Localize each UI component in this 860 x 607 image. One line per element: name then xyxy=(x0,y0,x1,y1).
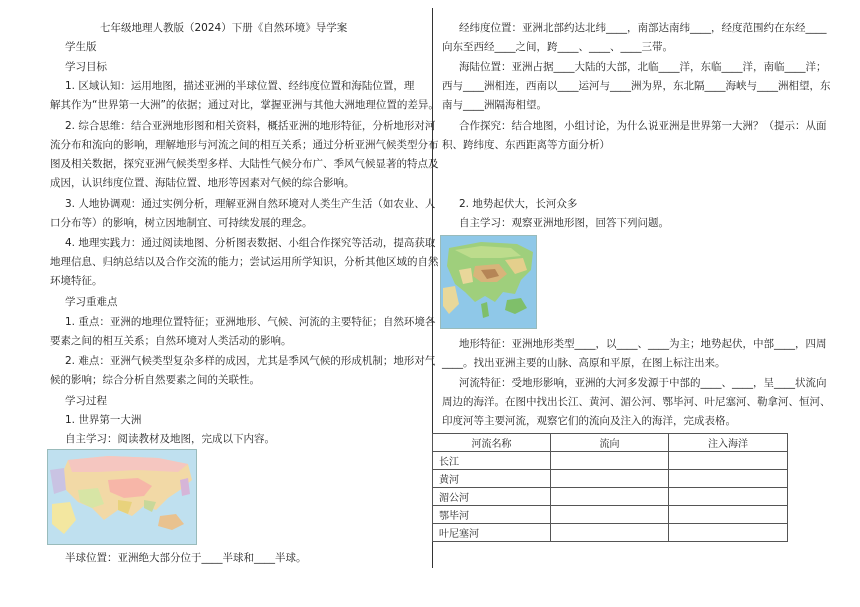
coop-line-2: 积、跨纬度、东西距离等方面分析） xyxy=(442,139,610,151)
coop-line-1: 合作探究：结合地图，小组讨论，为什么说亚洲是世界第一大洲？（提示：从面 xyxy=(459,120,827,132)
flow-direction-cell[interactable] xyxy=(551,506,669,524)
goal-3-line-2: 口分布等）的影响，树立因地制宜、可持续发展的理念。 xyxy=(50,217,313,229)
river-name-cell: 叶尼塞河 xyxy=(433,524,551,542)
goal-4-line-2: 地理信息、归纳总结以及合作交流的能力；尝试运用所学知识，分析其他区域的自然 xyxy=(50,256,439,268)
goal-2-line-3: 图及相关数据，探究亚洲气候类型多样、大陆性气候分布广、季风气候显著的特点及 xyxy=(50,158,439,170)
landsea-line-3: 南与____洲隔海相望。 xyxy=(442,99,547,111)
goals-heading: 学习目标 xyxy=(65,61,107,73)
river-line-3: 印度河等主要河流，观察它们的流向及注入的海洋，完成表格。 xyxy=(442,415,736,427)
flow-direction-cell[interactable] xyxy=(551,488,669,506)
flow-direction-cell[interactable] xyxy=(551,524,669,542)
self-study-1: 自主学习：阅读教材及地图，完成以下内容。 xyxy=(65,433,275,445)
latlon-line-2: 向东至西经____之间，跨____、____、____三带。 xyxy=(442,41,673,53)
ocean-cell[interactable] xyxy=(669,524,788,542)
ocean-cell[interactable] xyxy=(669,506,788,524)
river-name-cell: 长江 xyxy=(433,452,551,470)
terrain-line-1: 地形特征：亚洲地形类型____，以____、____为主；地势起伏，中部____，四周 xyxy=(459,338,827,350)
river-name-cell: 鄂毕河 xyxy=(433,506,551,524)
goal-4-line-1: 4. 地理实践力：通过阅读地图、分析图表数据、小组合作探究等活动，提高获取 xyxy=(65,237,436,249)
section-2-heading: 2. 地势起伏大，长河众多 xyxy=(459,198,578,210)
landsea-line-2: 西与____洲相连，西南以____运河与____洲为界，东北隔____海峡与____洲相望，东 xyxy=(442,80,831,92)
table-row xyxy=(433,506,788,524)
key-2-line-2: 候的影响；综合分析自然要素之间的关联性。 xyxy=(50,374,260,386)
goal-1-line-1: 1. 区域认知：运用地图，描述亚洲的半球位置、经纬度位置和海陆位置，理 xyxy=(65,80,415,92)
table-row xyxy=(433,488,788,506)
key-2-line-1: 2. 难点：亚洲气候类型复杂多样的成因，尤其是季风气候的形成机制；地形对气 xyxy=(65,355,436,367)
header-ocean: 注入海洋 xyxy=(669,434,788,452)
goal-3-line-1: 3. 人地协调观：通过实例分析，理解亚洲自然环境对人类生产生活（如农业、人 xyxy=(65,198,436,210)
doc-title: 七年级地理人教版（2024）下册《自然环境》导学案 xyxy=(100,22,348,34)
header-flow-direction: 流向 xyxy=(551,434,669,452)
asia-political-map-graphic xyxy=(48,450,196,544)
section-1-heading: 1. 世界第一大洲 xyxy=(65,414,142,426)
process-heading: 学习过程 xyxy=(65,395,107,407)
key-1-line-2: 要素之间的相互关系；自然环境对人类活动的影响。 xyxy=(50,335,292,347)
terrain-line-2: ____。找出亚洲主要的山脉、高原和平原，在图上标注出来。 xyxy=(442,357,726,369)
goal-4-line-3: 环境特征。 xyxy=(50,275,103,287)
landsea-line-1: 海陆位置：亚洲占据____大陆的大部，北临____洋，东临____洋，南临____洋； xyxy=(459,61,827,73)
table-row xyxy=(433,452,788,470)
river-table xyxy=(432,433,788,542)
asia-political-map xyxy=(47,449,197,545)
asia-terrain-map xyxy=(440,235,537,329)
key-heading: 学习重难点 xyxy=(65,296,118,308)
key-1-line-1: 1. 重点：亚洲的地理位置特征；亚洲地形、气候、河流的主要特征；自然环境各 xyxy=(65,316,436,328)
table-row xyxy=(433,524,788,542)
river-name-cell: 黄河 xyxy=(433,470,551,488)
goal-2-line-1: 2. 综合思维：结合亚洲地形图和相关资料，概括亚洲的地形特征，分析地形对河 xyxy=(65,120,436,132)
ocean-cell[interactable] xyxy=(669,470,788,488)
flow-direction-cell[interactable] xyxy=(551,452,669,470)
goal-1-line-2: 解其作为“世界第一大洲”的依据；通过对比，掌握亚洲与其他大洲地理位置的差异。 xyxy=(50,99,439,111)
goal-2-line-4: 成因，认识纬度位置、海陆位置、地形等因素对气候的综合影响。 xyxy=(50,177,355,189)
latlon-line-1: 经纬度位置：亚洲北部约达北纬____，南部达南纬____，经度范围约在东经____ xyxy=(459,22,827,34)
river-name-cell: 湄公河 xyxy=(433,488,551,506)
self-study-2: 自主学习：观察亚洲地形图，回答下列问题。 xyxy=(459,217,669,229)
table-header-row xyxy=(433,434,788,452)
hemisphere-question: 半球位置：亚洲绝大部分位于____半球和____半球。 xyxy=(65,552,307,564)
flow-direction-cell[interactable] xyxy=(551,470,669,488)
asia-terrain-map-graphic xyxy=(441,236,536,328)
table-row xyxy=(433,470,788,488)
header-river-name: 河流名称 xyxy=(433,434,551,452)
student-version: 学生版 xyxy=(65,41,97,53)
goal-2-line-2: 流分布和流向的影响，理解地形与河流之间的相互关系；通过分析亚洲气候类型分布 xyxy=(50,139,439,151)
ocean-cell[interactable] xyxy=(669,488,788,506)
river-line-1: 河流特征：受地形影响，亚洲的大河多发源于中部的____、____，呈____状流向 xyxy=(459,377,827,389)
ocean-cell[interactable] xyxy=(669,452,788,470)
river-line-2: 周边的海洋。在图中找出长江、黄河、湄公河、鄂毕河、叶尼塞河、勒拿河、恒河、 xyxy=(442,396,831,408)
